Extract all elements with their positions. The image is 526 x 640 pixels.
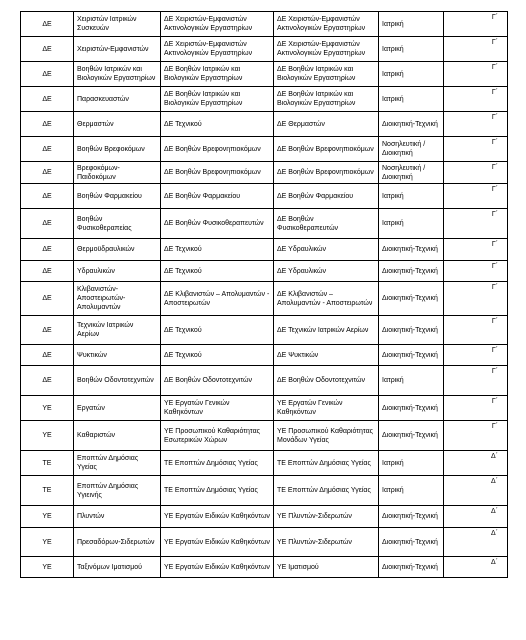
grade-cell: Γ΄ xyxy=(444,421,508,451)
service-cell: Διοικητική-Τεχνική xyxy=(379,345,444,366)
specialty-cell: Επoπτών Δημόσιας Υγιεινής xyxy=(74,476,161,506)
service-cell: Διοικητική-Τεχνική xyxy=(379,316,444,345)
grade-cell: Γ΄ xyxy=(444,366,508,396)
grade-cell: Γ΄ xyxy=(444,261,508,282)
category-cell: ΔΕ xyxy=(21,239,74,261)
category-cell: ΔΕ xyxy=(21,162,74,184)
grade-cell: Γ΄ xyxy=(444,209,508,239)
service-cell: Ιατρική xyxy=(379,451,444,476)
target-branch-cell: ΔΕ Χειριστών-Εμφανιστών Ακτινολογικών Εργαστηρίων xyxy=(274,37,379,62)
branch-cell: ΔΕ Βοηθών Φυσικοθεραπευτών xyxy=(161,209,274,239)
category-cell: ΔΕ xyxy=(21,282,74,316)
branch-cell: ΔΕ Τεχνικού xyxy=(161,112,274,137)
table-row xyxy=(21,12,508,37)
specialty-cell: Βοηθών Βρεφοκόμων xyxy=(74,137,161,162)
specialty-cell: Επoπτών Δημόσιας Υγείας xyxy=(74,451,161,476)
service-cell: Διοικητική-Τεχνική xyxy=(379,506,444,528)
grade-cell: Γ΄ xyxy=(444,239,508,261)
service-cell: Διοικητική-Τεχνική xyxy=(379,528,444,557)
branch-cell: ΔΕ Βοηθών Οδοντοτεχνιτών xyxy=(161,366,274,396)
grade-cell: Γ΄ xyxy=(444,162,508,184)
target-branch-cell: ΥΕ Εργατών Γενικών Καθηκόντων xyxy=(274,396,379,421)
grade-cell: Γ΄ xyxy=(444,37,508,62)
branch-cell: ΔΕ Βοηθών Ιατρικών και Βιολογικών Εργαστηρίων xyxy=(161,87,274,112)
branch-cell: ΥΕ Προσωπικού Καθαριότητας Εσωτερικών Χώρων xyxy=(161,421,274,451)
category-cell: ΔΕ xyxy=(21,209,74,239)
target-branch-cell: ΥΕ Πλυντών-Σιδερωτών xyxy=(274,528,379,557)
service-cell: Ιατρική xyxy=(379,184,444,209)
category-cell: ΥΕ xyxy=(21,506,74,528)
target-branch-cell: ΔΕ Βοηθών Οδοντοτεχνιτών xyxy=(274,366,379,396)
table-row xyxy=(21,239,508,261)
branch-cell: ΔΕ Τεχνικού xyxy=(161,316,274,345)
service-cell: Ιατρική xyxy=(379,476,444,506)
service-cell: Διοικητική-Τεχνική xyxy=(379,282,444,316)
table-row xyxy=(21,366,508,396)
category-cell: ΔΕ xyxy=(21,184,74,209)
grade-cell: Δ΄ xyxy=(444,557,508,578)
grade-cell: Δ΄ xyxy=(444,476,508,506)
target-branch-cell: ΔΕ Βοηθών Βρεφονηπιοκόμων xyxy=(274,137,379,162)
category-cell: ΔΕ xyxy=(21,345,74,366)
target-branch-cell: ΔΕ Βοηθών Φυσικοθεραπευτών xyxy=(274,209,379,239)
category-cell: ΤΕ xyxy=(21,451,74,476)
table-row xyxy=(21,557,508,578)
table-row xyxy=(21,451,508,476)
branch-cell: ΔΕ Βοηθών Βρεφονηπιοκόμων xyxy=(161,162,274,184)
target-branch-cell: ΔΕ Βοηθών Ιατρικών και Βιολογικών Εργαστηρίων xyxy=(274,62,379,87)
specialty-cell: Υδραυλικών xyxy=(74,261,161,282)
target-branch-cell: ΔΕ Κλιβανιστών – Απολυμαντών - Αποστειρωτών xyxy=(274,282,379,316)
category-cell: ΔΕ xyxy=(21,62,74,87)
table-row xyxy=(21,209,508,239)
target-branch-cell: ΔΕ Βοηθών Βρεφονηπιοκόμων xyxy=(274,162,379,184)
grade-cell: Γ΄ xyxy=(444,62,508,87)
service-cell: Νοσηλευτική / Διοικητική xyxy=(379,162,444,184)
branch-cell: ΔΕ Βοηθών Φαρμακείου xyxy=(161,184,274,209)
category-cell: ΔΕ xyxy=(21,316,74,345)
branch-cell: ΔΕ Βοηθών Βρεφονηπιοκόμων xyxy=(161,137,274,162)
table-row xyxy=(21,137,508,162)
service-cell: Διοικητική-Τεχνική xyxy=(379,261,444,282)
specialty-cell: Χειριστών-Εμφανιστών xyxy=(74,37,161,62)
category-cell: ΤΕ xyxy=(21,476,74,506)
category-cell: ΔΕ xyxy=(21,87,74,112)
service-cell: Ιατρική xyxy=(379,209,444,239)
target-branch-cell: ΥΕ Ιματισμού xyxy=(274,557,379,578)
branch-cell: ΔΕ Βοηθών Ιατρικών και Βιολογικών Εργαστηρίων xyxy=(161,62,274,87)
specialty-cell: Κλιβανιστών-Αποστειρωτών-Απολυμαντών xyxy=(74,282,161,316)
branch-cell: ΔΕ Τεχνικού xyxy=(161,345,274,366)
grade-cell: Γ΄ xyxy=(444,87,508,112)
grade-cell: Γ΄ xyxy=(444,316,508,345)
specialty-cell: Θερμαστών xyxy=(74,112,161,137)
service-cell: Ιατρική xyxy=(379,12,444,37)
target-branch-cell: ΔΕ Χειριστών-Εμφανιστών Ακτινολογικών Εργαστηρίων xyxy=(274,12,379,37)
service-cell: Ιατρική xyxy=(379,37,444,62)
table-row xyxy=(21,112,508,137)
specialty-cell: Βοηθών Ιατρικών και Βιολογικών Εργαστηρίων xyxy=(74,62,161,87)
branch-cell: ΥΕ Εργατών Ειδικών Καθηκόντων xyxy=(161,506,274,528)
grade-cell: Δ΄ xyxy=(444,506,508,528)
table-row xyxy=(21,162,508,184)
branch-cell: ΥΕ Εργατών Γενικών Καθηκόντων xyxy=(161,396,274,421)
category-cell: ΔΕ xyxy=(21,12,74,37)
branch-cell: ΔΕ Χειριστών-Εμφανιστών Ακτινολογικών Εργαστηρίων xyxy=(161,12,274,37)
specialty-cell: Τεχνικών Ιατρικών Αερίων xyxy=(74,316,161,345)
table-row xyxy=(21,87,508,112)
service-cell: Διοικητική-Τεχνική xyxy=(379,239,444,261)
branch-cell: ΤΕ Επoπτών Δημόσιας Υγείας xyxy=(161,476,274,506)
table-row xyxy=(21,345,508,366)
category-cell: ΔΕ xyxy=(21,261,74,282)
service-cell: Νοσηλευτική / Διοικητική xyxy=(379,137,444,162)
specialty-cell: Παρασκευαστών xyxy=(74,87,161,112)
category-cell: ΔΕ xyxy=(21,366,74,396)
grade-cell: Γ΄ xyxy=(444,184,508,209)
target-branch-cell: ΥΕ Προσωπικού Καθαριότητας Μονάδων Υγείας xyxy=(274,421,379,451)
specialty-cell: Πρεσαδόρων-Σιδερωτών xyxy=(74,528,161,557)
specialty-cell: Ταξινόμων Ιματισμού xyxy=(74,557,161,578)
target-branch-cell: ΤΕ Επoπτών Δημόσιας Υγείας xyxy=(274,476,379,506)
specialty-cell: Πλυντών xyxy=(74,506,161,528)
target-branch-cell: ΔΕ Υδραυλικών xyxy=(274,261,379,282)
table-body xyxy=(21,12,508,578)
target-branch-cell: ΔΕ Υδραυλικών xyxy=(274,239,379,261)
target-branch-cell: ΤΕ Επoπτών Δημόσιας Υγείας xyxy=(274,451,379,476)
category-cell: ΔΕ xyxy=(21,112,74,137)
table-row xyxy=(21,528,508,557)
grade-cell: Γ΄ xyxy=(444,345,508,366)
specialty-cell: Βοηθών Φυσικοθεραπείας xyxy=(74,209,161,239)
category-cell: ΔΕ xyxy=(21,137,74,162)
grade-cell: Γ΄ xyxy=(444,137,508,162)
branch-cell: ΔΕ Τεχνικού xyxy=(161,239,274,261)
target-branch-cell: ΔΕ Βοηθών Φαρμακείου xyxy=(274,184,379,209)
grade-cell: Γ΄ xyxy=(444,112,508,137)
service-cell: Ιατρική xyxy=(379,366,444,396)
service-cell: Διοικητική-Τεχνική xyxy=(379,421,444,451)
specialty-cell: Βοηθών Οδοντοτεχνιτών xyxy=(74,366,161,396)
table-row xyxy=(21,282,508,316)
specialties-table xyxy=(20,11,508,578)
table-row xyxy=(21,316,508,345)
service-cell: Ιατρική xyxy=(379,62,444,87)
specialty-cell: Χειριστών Ιατρικών Συσκευών xyxy=(74,12,161,37)
branch-cell: ΔΕ Χειριστών-Εμφανιστών Ακτινολογικών Εργαστηρίων xyxy=(161,37,274,62)
table-row xyxy=(21,184,508,209)
specialty-cell: Θερμοϋδραυλικών xyxy=(74,239,161,261)
specialty-cell: Εργατών xyxy=(74,396,161,421)
category-cell: ΥΕ xyxy=(21,421,74,451)
target-branch-cell: ΔΕ Βοηθών Ιατρικών και Βιολογικών Εργαστηρίων xyxy=(274,87,379,112)
target-branch-cell: ΔΕ Τεχνικών Ιατρικών Αερίων xyxy=(274,316,379,345)
branch-cell: ΥΕ Εργατών Ειδικών Καθηκόντων xyxy=(161,557,274,578)
table-row xyxy=(21,261,508,282)
target-branch-cell: ΔΕ Θερμαστών xyxy=(274,112,379,137)
category-cell: ΥΕ xyxy=(21,528,74,557)
service-cell: Διοικητική-Τεχνική xyxy=(379,396,444,421)
table-row xyxy=(21,37,508,62)
specialty-cell: Βρεφοκόμων-Παιδοκόμων xyxy=(74,162,161,184)
grade-cell: Γ΄ xyxy=(444,282,508,316)
branch-cell: ΤΕ Επoπτών Δημόσιας Υγείας xyxy=(161,451,274,476)
table-row xyxy=(21,421,508,451)
specialty-cell: Βοηθών Φαρμακείου xyxy=(74,184,161,209)
service-cell: Διοικητική-Τεχνική xyxy=(379,557,444,578)
table-row xyxy=(21,396,508,421)
branch-cell: ΔΕ Τεχνικού xyxy=(161,261,274,282)
branch-cell: ΔΕ Κλιβανιστών – Απολυμαντών - Αποστειρωτών xyxy=(161,282,274,316)
grade-cell: Δ΄ xyxy=(444,528,508,557)
table-row xyxy=(21,62,508,87)
grade-cell: Γ΄ xyxy=(444,12,508,37)
target-branch-cell: ΥΕ Πλυντών-Σιδερωτών xyxy=(274,506,379,528)
target-branch-cell: ΔΕ Ψυκτικών xyxy=(274,345,379,366)
service-cell: Διοικητική-Τεχνική xyxy=(379,112,444,137)
category-cell: ΔΕ xyxy=(21,37,74,62)
specialty-cell: Καθαριστών xyxy=(74,421,161,451)
table-row xyxy=(21,476,508,506)
category-cell: ΥΕ xyxy=(21,396,74,421)
service-cell: Ιατρική xyxy=(379,87,444,112)
table-row xyxy=(21,506,508,528)
grade-cell: Γ΄ xyxy=(444,396,508,421)
category-cell: ΥΕ xyxy=(21,557,74,578)
document-page xyxy=(20,11,503,578)
branch-cell: ΥΕ Εργατών Ειδικών Καθηκόντων xyxy=(161,528,274,557)
specialty-cell: Ψυκτικών xyxy=(74,345,161,366)
grade-cell: Δ΄ xyxy=(444,451,508,476)
